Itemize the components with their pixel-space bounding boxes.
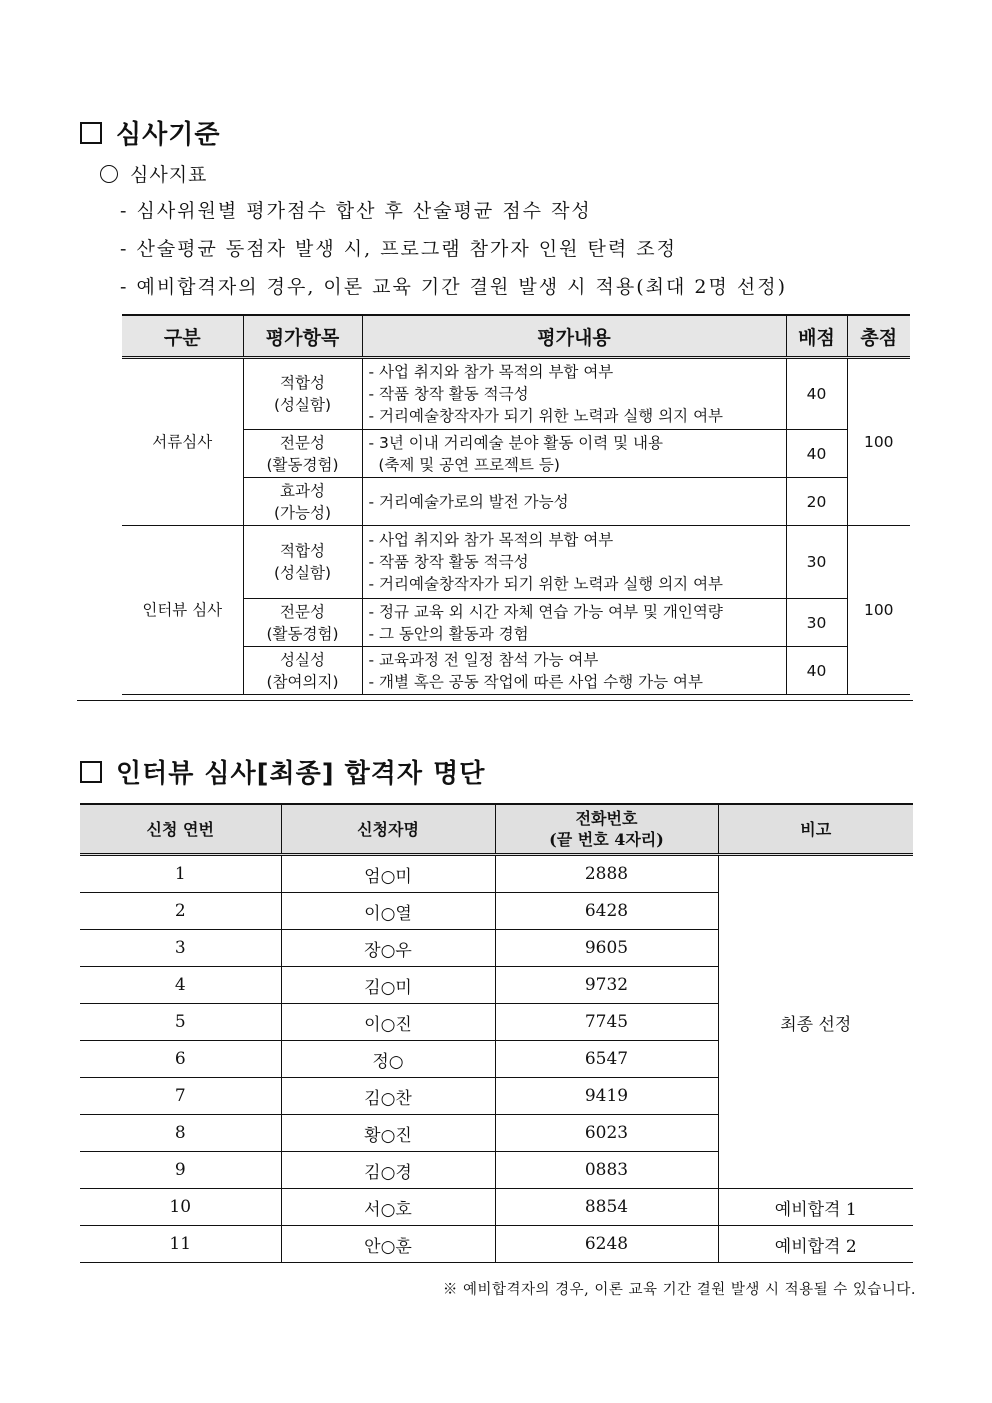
score-cell: 40 bbox=[786, 430, 847, 478]
row-name: 장○우 bbox=[281, 930, 495, 967]
item-cell bbox=[243, 430, 362, 478]
content-line: (축제 및 공연 프로젝트 등) bbox=[368, 455, 560, 474]
item-sub: (참여의지) bbox=[266, 672, 339, 691]
content-cell bbox=[362, 358, 786, 430]
table-row bbox=[80, 1189, 913, 1226]
item-cell bbox=[243, 647, 362, 695]
item-cell bbox=[243, 599, 362, 647]
criteria-bullet: - 예비합격자의 경우, 이론 교육 기간 결원 발생 시 적용(최대 2명 선정) bbox=[120, 276, 788, 298]
header-item: 평가항목 bbox=[243, 315, 362, 358]
section-heading-criteria bbox=[80, 114, 220, 151]
row-number: 6 bbox=[80, 1041, 281, 1078]
checkbox-square-icon bbox=[80, 122, 102, 144]
content-line: - 작품 창작 활동 적극성 bbox=[368, 553, 529, 571]
score-cell: 20 bbox=[786, 478, 847, 526]
item-name: 적합성 bbox=[280, 374, 325, 392]
content-line: - 그 동안의 활동과 경험 bbox=[368, 624, 529, 643]
row-phone: 2888 bbox=[495, 855, 718, 893]
subheading-indicators bbox=[100, 160, 207, 187]
criteria-bullet: - 산술평균 동점자 발생 시, 프로그램 참가자 인원 탄력 조정 bbox=[120, 238, 677, 260]
row-name: 황○진 bbox=[281, 1115, 495, 1152]
content-line: - 개별 혹은 공동 작업에 따른 사업 수행 가능 여부 bbox=[368, 672, 703, 691]
header-score: 배점 bbox=[786, 315, 847, 358]
row-phone: 9605 bbox=[495, 930, 718, 967]
content-line: - 사업 취지와 참가 목적의 부합 여부 bbox=[368, 531, 614, 549]
section-title: 인터뷰 심사[최종] 합격자 명단 bbox=[116, 759, 486, 789]
item-sub: (활동경험) bbox=[266, 455, 339, 474]
content-cell bbox=[362, 478, 786, 526]
row-note: 예비합격 2 bbox=[718, 1226, 913, 1263]
item-name: 전문성 bbox=[280, 433, 325, 452]
criteria-bullet: - 심사위원별 평가점수 합산 후 산술평균 점수 작성 bbox=[120, 200, 592, 222]
row-number: 11 bbox=[80, 1226, 281, 1263]
item-sub: (활동경험) bbox=[266, 624, 339, 643]
row-name: 안○훈 bbox=[281, 1226, 495, 1263]
row-name: 김○찬 bbox=[281, 1078, 495, 1115]
row-number: 10 bbox=[80, 1189, 281, 1226]
content-line: - 거리예술가로의 발전 가능성 bbox=[368, 492, 569, 511]
score-cell: 30 bbox=[786, 526, 847, 599]
row-phone: 6248 bbox=[495, 1226, 718, 1263]
criteria-row bbox=[122, 526, 910, 599]
row-number: 2 bbox=[80, 893, 281, 930]
score-cell: 30 bbox=[786, 599, 847, 647]
total-cell: 100 bbox=[847, 526, 910, 695]
roster-header-row bbox=[80, 804, 913, 855]
content-line: - 거리예술창작자가 되기 위한 노력과 실행 의지 여부 bbox=[368, 407, 724, 425]
row-phone: 9732 bbox=[495, 967, 718, 1004]
row-phone: 6428 bbox=[495, 893, 718, 930]
item-sub: (가능성) bbox=[273, 503, 331, 522]
row-name: 정○ bbox=[281, 1041, 495, 1078]
section-heading-roster bbox=[80, 753, 485, 790]
header-phone-line1: 전화번호 bbox=[575, 809, 638, 828]
row-name: 이○열 bbox=[281, 893, 495, 930]
row-number: 5 bbox=[80, 1004, 281, 1041]
criteria-header-row bbox=[122, 315, 910, 358]
row-name: 김○경 bbox=[281, 1152, 495, 1189]
row-number: 7 bbox=[80, 1078, 281, 1115]
footnote: ※ 예비합격자의 경우, 이론 교육 기간 결원 발생 시 적용될 수 있습니다. bbox=[442, 1282, 916, 1298]
row-note-final: 최종 선정 bbox=[718, 855, 913, 1189]
item-sub: (성실함) bbox=[273, 564, 331, 582]
criteria-bottom-rule bbox=[77, 700, 913, 701]
subheading-title: 심사지표 bbox=[130, 164, 208, 186]
content-line: - 사업 취지와 참가 목적의 부합 여부 bbox=[368, 363, 614, 381]
row-number: 3 bbox=[80, 930, 281, 967]
item-cell bbox=[243, 358, 362, 430]
content-line: - 정규 교육 외 시간 자체 연습 가능 여부 및 개인역량 bbox=[368, 602, 723, 621]
score-cell: 40 bbox=[786, 358, 847, 430]
item-name: 적합성 bbox=[280, 542, 325, 560]
item-sub: (성실함) bbox=[273, 396, 331, 414]
row-number: 9 bbox=[80, 1152, 281, 1189]
item-cell bbox=[243, 526, 362, 599]
row-number: 4 bbox=[80, 967, 281, 1004]
row-number: 8 bbox=[80, 1115, 281, 1152]
row-phone: 6023 bbox=[495, 1115, 718, 1152]
criteria-row bbox=[122, 358, 910, 430]
content-cell bbox=[362, 430, 786, 478]
item-name: 효과성 bbox=[280, 481, 325, 500]
row-phone: 0883 bbox=[495, 1152, 718, 1189]
header-name: 신청자명 bbox=[281, 804, 495, 855]
circle-bullet-icon bbox=[100, 165, 118, 183]
content-line: - 3년 이내 거리예술 분야 활동 이력 및 내용 bbox=[368, 433, 663, 452]
row-phone: 9419 bbox=[495, 1078, 718, 1115]
item-name: 성실성 bbox=[280, 650, 325, 669]
header-note: 비고 bbox=[718, 804, 913, 855]
item-cell bbox=[243, 478, 362, 526]
header-total: 총점 bbox=[847, 315, 910, 358]
content-line: - 작품 창작 활동 적극성 bbox=[368, 385, 529, 403]
row-name: 서○호 bbox=[281, 1189, 495, 1226]
content-line: - 교육과정 전 일정 참석 가능 여부 bbox=[368, 650, 599, 669]
row-phone: 6547 bbox=[495, 1041, 718, 1078]
header-content: 평가내용 bbox=[362, 315, 786, 358]
row-phone: 7745 bbox=[495, 1004, 718, 1041]
content-cell bbox=[362, 647, 786, 695]
row-number: 1 bbox=[80, 855, 281, 893]
header-phone bbox=[495, 804, 718, 855]
header-number: 신청 연번 bbox=[80, 804, 281, 855]
row-name: 이○진 bbox=[281, 1004, 495, 1041]
group-name: 서류심사 bbox=[122, 358, 243, 526]
content-cell bbox=[362, 526, 786, 599]
total-cell: 100 bbox=[847, 358, 910, 526]
header-category: 구분 bbox=[122, 315, 243, 358]
row-phone: 8854 bbox=[495, 1189, 718, 1226]
item-name: 전문성 bbox=[280, 602, 325, 621]
header-phone-line2: (끝 번호 4자리) bbox=[549, 830, 664, 849]
criteria-table bbox=[122, 314, 910, 695]
row-name: 김○미 bbox=[281, 967, 495, 1004]
content-line: - 거리예술창작자가 되기 위한 노력과 실행 의지 여부 bbox=[368, 575, 724, 593]
group-name: 인터뷰 심사 bbox=[122, 526, 243, 695]
section-title: 심사기준 bbox=[116, 120, 221, 150]
score-cell: 40 bbox=[786, 647, 847, 695]
content-cell bbox=[362, 599, 786, 647]
table-row bbox=[80, 1226, 913, 1263]
roster-table bbox=[80, 803, 913, 1263]
row-name: 엄○미 bbox=[281, 855, 495, 893]
row-note: 예비합격 1 bbox=[718, 1189, 913, 1226]
table-row bbox=[80, 855, 913, 893]
checkbox-square-icon bbox=[80, 761, 102, 783]
